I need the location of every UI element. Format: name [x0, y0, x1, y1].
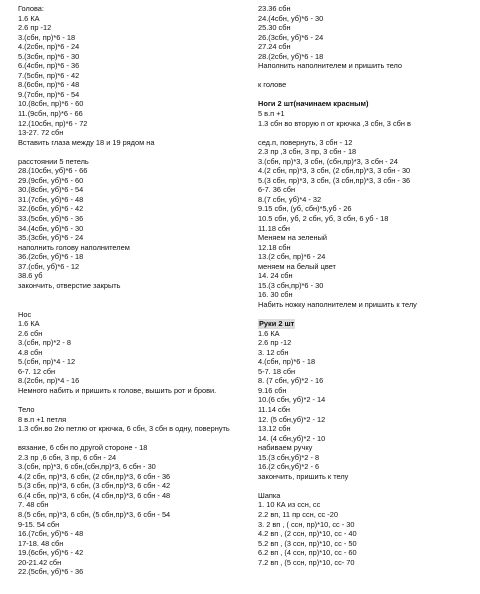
text-line: 3. 12 сбн	[258, 347, 289, 357]
text-line: 33.(5сбн, уб)*6 - 36	[18, 214, 84, 224]
text-line: 5.(3 сбн, пр)*3, 3 сбн, (3 сбн,пр)*3, 3 сбн - 36	[258, 175, 411, 185]
text-line: 5 в.п +1	[258, 109, 285, 119]
text-line: 32.(6сбн, уб)*6 - 42	[18, 204, 84, 214]
text-line: 1.6 КА	[18, 13, 40, 23]
text-line: 11.(9сбн, пр)*6 - 66	[18, 109, 83, 119]
blank-line	[258, 71, 473, 81]
text-line: 17-18. 48 сбн	[18, 538, 64, 548]
text-line: 15.(3 сбн,пр)*6 - 30	[258, 280, 324, 290]
text-line: 8. (7 сбн, уб)*2 - 16	[258, 376, 324, 386]
text-line: 4.8 сбн	[18, 347, 43, 357]
text-line: 6.(4сбн, пр)*6 - 36	[18, 61, 80, 71]
text-line: 3. 2 вп , ( ссн, пр)*10, сс - 30	[258, 519, 355, 529]
text-line: 4.(сбн, пр)*6 - 18	[258, 357, 316, 367]
text-line: 2.6 пр -12	[18, 23, 52, 33]
text-line: 1.6 КА	[258, 328, 280, 338]
text-line: меняем на белый цвет	[258, 261, 336, 271]
blank-line	[258, 90, 473, 100]
text-line: 3.(сбн, пр)*2 - 8	[18, 338, 71, 348]
text-line: 10.(6 сбн, уб)*2 - 14	[258, 395, 326, 405]
text-line: 28.(2сбн, уб)*6 - 18	[258, 51, 324, 61]
blank-line	[18, 395, 243, 405]
text-line: Тело	[18, 404, 35, 414]
text-line: 12.(10сбн, пр)*6 - 72	[18, 118, 88, 128]
text-line: 7.(5сбн, пр)*6 - 42	[18, 70, 80, 80]
text-line: 5-7. 18 сбн	[258, 366, 296, 376]
text-line: 31.(7сбн, уб)*6 - 48	[18, 194, 84, 204]
text-line: 2.3 пр ,6 сбн, 3 пр, 6 сбн - 24	[18, 452, 117, 462]
text-line: 13-27. 72 сбн	[18, 128, 64, 138]
text-line: к голове	[258, 80, 287, 90]
text-line: 16.(7сбн, уб)*6 - 48	[18, 529, 84, 539]
text-line: 11.14 сбн	[258, 404, 291, 414]
text-line: 8 в.п +1 петля	[18, 414, 67, 424]
blank-line	[18, 147, 243, 157]
text-line: 7.2 вп , (5 ссн, пр)*10, сс- 70	[258, 557, 355, 567]
text-line: набиваем ручку	[258, 443, 313, 453]
text-line: сед.п, повернуть, 3 сбн - 12	[258, 137, 353, 147]
text-line: 28.(10сбн, уб)*6 - 66	[18, 166, 88, 176]
text-line: 23.36 сбн	[258, 4, 291, 13]
text-line: 8.(7 сбн, уб)*4 - 32	[258, 194, 322, 204]
blank-line	[18, 290, 243, 300]
blank-line	[18, 300, 243, 310]
text-line: 6.(4 сбн, пр)*3, 6 сбн, (4 сбн,пр)*3, 6 сбн - 48	[18, 490, 171, 500]
text-line: 24.(4сбн, уб)*6 - 30	[258, 13, 324, 23]
text-line: 9.16 сбн	[258, 385, 287, 395]
text-line: 5.(3 сбн, пр)*3, 6 сбн, (3 сбн,пр)*3, 6 сбн - 42	[18, 481, 171, 491]
text-line: Меняем на зеленый	[258, 233, 328, 243]
text-line: 3.(сбн, пр)*3, 3 сбн, (сбн,пр)*3, 3 сбн - 24	[258, 156, 398, 166]
text-line: 25.30 сбн	[258, 23, 291, 33]
text-line: Наполнить наполнителем и пришить тело	[258, 61, 403, 71]
text-line: 13.12 сбн	[258, 424, 291, 434]
text-line: 3.(сбн, пр)*6 - 18	[18, 32, 76, 42]
text-line: 4.2 вп , (2 ссн, пр)*10, сс - 40	[258, 529, 357, 539]
text-line: Голова:	[18, 4, 44, 13]
text-line: 29.(9сбн, уб)*6 - 60	[18, 175, 84, 185]
text-line: 2.6 пр -12	[258, 338, 292, 348]
text-line: 5.(3сбн, пр)*6 - 30	[18, 51, 80, 61]
text-line: 6-7. 36 сбн	[258, 185, 296, 195]
text-line: Нос	[18, 309, 32, 319]
text-line: Шапка	[258, 490, 281, 500]
text-line: 4.(2 сбн, пр)*3, 3 сбн, (2 сбн,пр)*3, 3 сбн - 30	[258, 166, 411, 176]
text-line: 34.(4сбн, уб)*6 - 30	[18, 223, 84, 233]
text-line: 14. 24 сбн	[258, 271, 293, 281]
text-line: 10.(8сбн, пр)*6 - 60	[18, 99, 84, 109]
text-line: 7. 48 сбн	[18, 500, 49, 510]
text-line: 2.6 сбн	[18, 328, 43, 338]
section-heading-arms: Руки 2 шт	[259, 319, 295, 329]
text-line: 2.2 вп, 11 пр ссн, сс -20	[258, 509, 338, 519]
text-line: 1. 10 КА из ссн, сс	[258, 500, 321, 510]
text-line: 6.2 вп , (4 ссн, пр)*10, сс - 60	[258, 548, 357, 558]
text-line: 38.6 уб	[18, 271, 43, 281]
blank-line	[258, 310, 473, 320]
text-line: вязание, 6 сбн по другой стороне - 18	[18, 443, 148, 453]
text-line: 16. 30 сбн	[258, 290, 293, 300]
text-line: 12. (5 сбн,уб)*2 - 12	[258, 414, 326, 424]
text-line: 10.5 сбн, уб, 2 сбн, уб, 3 сбн, 6 уб - 18	[258, 214, 389, 224]
section-heading-legs: Ноги 2 шт(начинаем красным)	[258, 99, 369, 109]
blank-line	[258, 128, 473, 138]
blank-line	[258, 481, 473, 491]
text-line: Набить ножку наполнителем и пришить к телу	[258, 299, 417, 309]
text-line: наполнить голову наполнителем	[18, 242, 130, 252]
text-line: 8.(2сбн, пр)*4 - 16	[18, 376, 80, 386]
text-line: 27.24 сбн	[258, 42, 291, 52]
blank-line	[18, 434, 243, 444]
text-line: 9.(7сбн, пр)*6 - 54	[18, 89, 80, 99]
text-line: 14. (4 сбн,уб)*2 - 10	[258, 433, 326, 443]
text-line: 22.(5сбн, уб)*6 - 36	[18, 567, 84, 577]
text-line: 2.3 пр ,3 сбн, 3 пр, 3 сбн - 18	[258, 147, 357, 157]
text-line: 9-15. 54 сбн	[18, 519, 60, 529]
text-line: 19.(6сбн, уб)*6 - 42	[18, 548, 84, 558]
text-line: 1.6 КА	[18, 319, 40, 329]
text-line: закончить, пришить к телу	[258, 471, 349, 481]
text-line: 4.(2сбн, пр)*6 - 24	[18, 42, 80, 52]
text-line: 3.(сбн, пр)*3, 6 сбн,(сбн,пр)*3, 6 сбн - 30	[18, 462, 156, 472]
text-line: 20-21.42 сбн	[18, 557, 62, 567]
text-line: Вставить глаза между 18 и 19 рядом на	[18, 137, 155, 147]
text-line: 15.(3 сбн,уб)*2 - 8	[258, 452, 320, 462]
left-column	[18, 4, 243, 577]
text-line: 4.(2 сбн, пр)*3, 6 сбн, (2 сбн,пр)*3, 6 сбн - 36	[18, 471, 171, 481]
text-line: 1.3 сбн.во 2ю петлю от крючка, 6 сбн, 3 сбн в одну, повернуть	[18, 424, 230, 434]
text-line: 12.18 сбн	[258, 242, 291, 252]
text-line: 13.(2 сбн, пр)*6 - 24	[258, 252, 326, 262]
text-line: 6-7. 12 сбн	[18, 366, 56, 376]
text-line: 8.(5 сбн, пр)*3, 6 сбн, (5 сбн,пр)*3, 6 сбн - 54	[18, 509, 171, 519]
text-line: 36.(2сбн, уб)*6 - 18	[18, 252, 84, 262]
text-line: 16.(2 сбн,уб)*2 - 6	[258, 462, 320, 472]
text-line: расстоянии 5 петель	[18, 156, 89, 166]
text-line: закончить, отверстие закрыть	[18, 280, 121, 290]
text-line: 30.(8сбн, уб)*6 - 54	[18, 185, 84, 195]
text-line: 35.(3сбн, уб)*6 - 24	[18, 233, 84, 243]
text-line: 8.(6сбн, пр)*6 - 48	[18, 80, 80, 90]
text-line: 5.2 вп , (3 ссн, пр)*10, сс - 50	[258, 538, 357, 548]
text-line: Немного набить и пришить к голове, вышить рот и брови.	[18, 385, 217, 395]
text-line: 26.(3сбн, уб)*6 - 24	[258, 32, 324, 42]
text-line: 9.15 сбн, (уб, сбн)*5,уб - 26	[258, 204, 352, 214]
text-line: 1.3 сбн во вторую п от крючка ,3 сбн, 3 сбн в	[258, 118, 411, 128]
text-line: 37.(сбн, уб)*6 - 12	[18, 261, 80, 271]
text-line: 11.18 сбн	[258, 223, 291, 233]
right-column	[258, 4, 473, 567]
text-line: 5.(сбн, пр)*4 - 12	[18, 357, 76, 367]
